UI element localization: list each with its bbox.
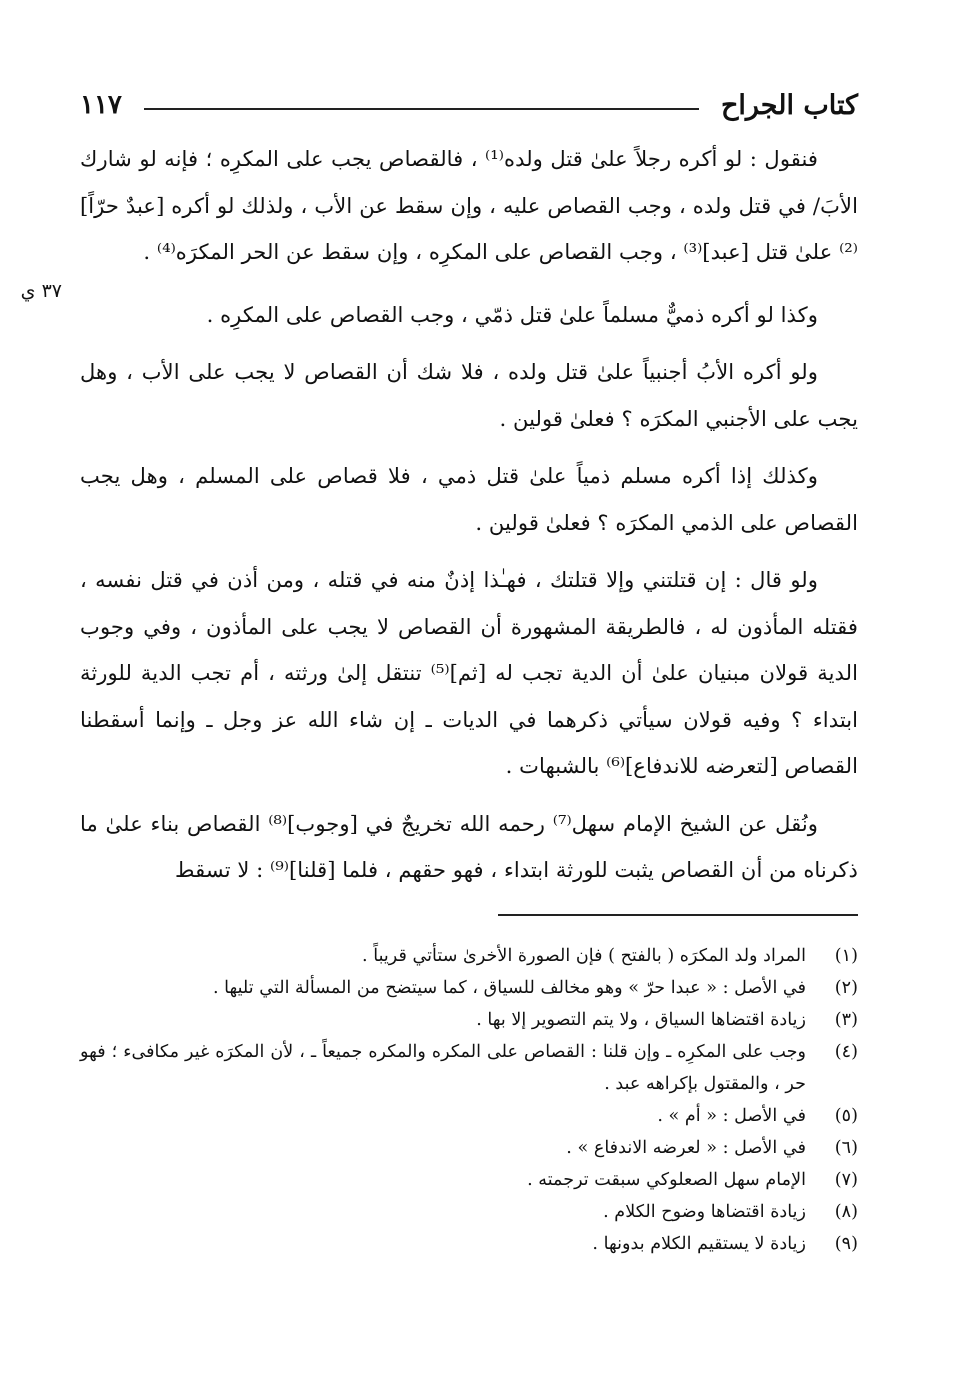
footnote-text: في الأصل : « لعرضه الاندفاع » . (566, 1137, 806, 1158)
footnote-text: في الأصل : « عبدا حرّ » وهو مخالف للسياق ، كما سيتضح من المسألة التي تليها . (212, 977, 806, 998)
footnote-text: وجب على المكرِه ـ وإن قلنا : القصاص على المكره والمكره جميعاً ـ ، لأن المكرَه غير مكافىء ؛ فهو حر ، والمقتول بإكراهه عبد . (80, 1041, 806, 1094)
footnote-number: (١) (834, 945, 858, 966)
footnote-number: (٤) (834, 1041, 858, 1062)
book-page (20, 82, 858, 1342)
main-text (80, 136, 858, 894)
paragraph: فنقول : لو أكره رجلاً علىٰ قتل ولده⁽¹⁾ ، فالقصاص يجب على المكرِه ؛ فإنه لو شارك الأبَ/ في قتل ولده ، وجب القصاص عليه ، وإن سقط عن الأب ، ولذلك لو أكره [عبدٌ حرّاً]⁽²⁾ علىٰ قتل [عبد]⁽³⁾ ، وجب القصاص على المكرِه ، وإن سقط عن الحر المكرَه⁽⁴⁾ . (80, 146, 858, 264)
running-header (80, 82, 858, 128)
footnote-number: (٩) (834, 1233, 858, 1254)
footnote-number: (٥) (834, 1105, 858, 1126)
footnote (80, 1004, 858, 1036)
marginal-folio-note: ٣٧ ي (20, 280, 62, 302)
footnote (80, 1036, 858, 1100)
footnote (80, 1196, 858, 1228)
footnote-number: (٢) (834, 977, 858, 998)
footnote-text: في الأصل : « أم » . (657, 1105, 806, 1126)
footnote-separator (498, 914, 858, 916)
paragraph: ولو قال : إن قتلتني وإلا قتلتك ، فهـٰذا إذنٌ منه في قتله ، ومن أذن في قتل نفسه ، فقتله المأذون له ، فالطريقة المشهورة أن القصاص لا يجب على المأذون ، وفي وجوب الدية قولان مبنيان علىٰ أن الدية تجب له [ثم]⁽⁵⁾ تنتقل إلىٰ ورثته ، أم تجب الدية للورثة ابتداء ؟ وفيه قولان سيأتي ذكرهما في الديات ـ إن شاء الله عز وجل ـ وإنما أسقطنا القصاص [لتعرضه للاندفاع]⁽⁶⁾ بالشبهات . (80, 567, 858, 778)
paragraph: وكذا لو أكره ذميٌّ مسلماً علىٰ قتل ذمّي ، وجب القصاص على المكرِه . (206, 301, 818, 327)
paragraph: وكذلك إذا أكره مسلم ذمياً علىٰ قتل ذمي ، فلا قصاص على المسلم ، وهل يجب القصاص على الذمي المكرَه ؟ فعلىٰ قولين . (80, 463, 858, 535)
footnote-number: (٧) (834, 1169, 858, 1190)
paragraph: ونُقل عن الشيخ الإمام سهل⁽⁷⁾ رحمه الله تخريجٌ في [وجوب]⁽⁸⁾ القصاص بناء علىٰ ما ذكرناه من أن القصاص يثبت للورثة ابتداء ، فهو حقهم ، فلما [قلنا]⁽⁹⁾ : لا تسقط (80, 810, 858, 882)
footnote (80, 1164, 858, 1196)
footnote-text: زيادة اقتضاها السياق ، ولا يتم التصوير إلا بها . (476, 1009, 806, 1030)
footnote (80, 972, 858, 1004)
book-title: كتاب الجراح (720, 89, 858, 121)
footnote-number: (٣) (834, 1009, 858, 1030)
footnote-text: زيادة لا يستقيم الكلام بدونها . (592, 1233, 806, 1254)
footnotes (80, 940, 858, 1260)
footnote-text: المراد ولد المكرَه ( بالفتح ) فإن الصورة الأخرىٰ ستأتي قريباً . (362, 945, 806, 966)
footnote (80, 1100, 858, 1132)
page-number: ١١٧ (80, 90, 122, 120)
footnote-number: (٨) (834, 1201, 858, 1222)
footnote-text: الإمام سهل الصعلوكي سبقت ترجمته . (527, 1169, 806, 1190)
header-rule (144, 108, 699, 110)
footnote-text: زيادة اقتضاها وضوح الكلام . (603, 1201, 806, 1222)
footnote (80, 1132, 858, 1164)
paragraph: ولو أكره الأبُ أجنبياً علىٰ قتل ولده ، فلا شك أن القصاص لا يجب على الأب ، وهل يجب على الأجنبي المكرَه ؟ فعلىٰ قولين . (80, 359, 858, 431)
footnote (80, 1228, 858, 1260)
footnote-number: (٦) (834, 1137, 858, 1158)
footnote (80, 940, 858, 972)
